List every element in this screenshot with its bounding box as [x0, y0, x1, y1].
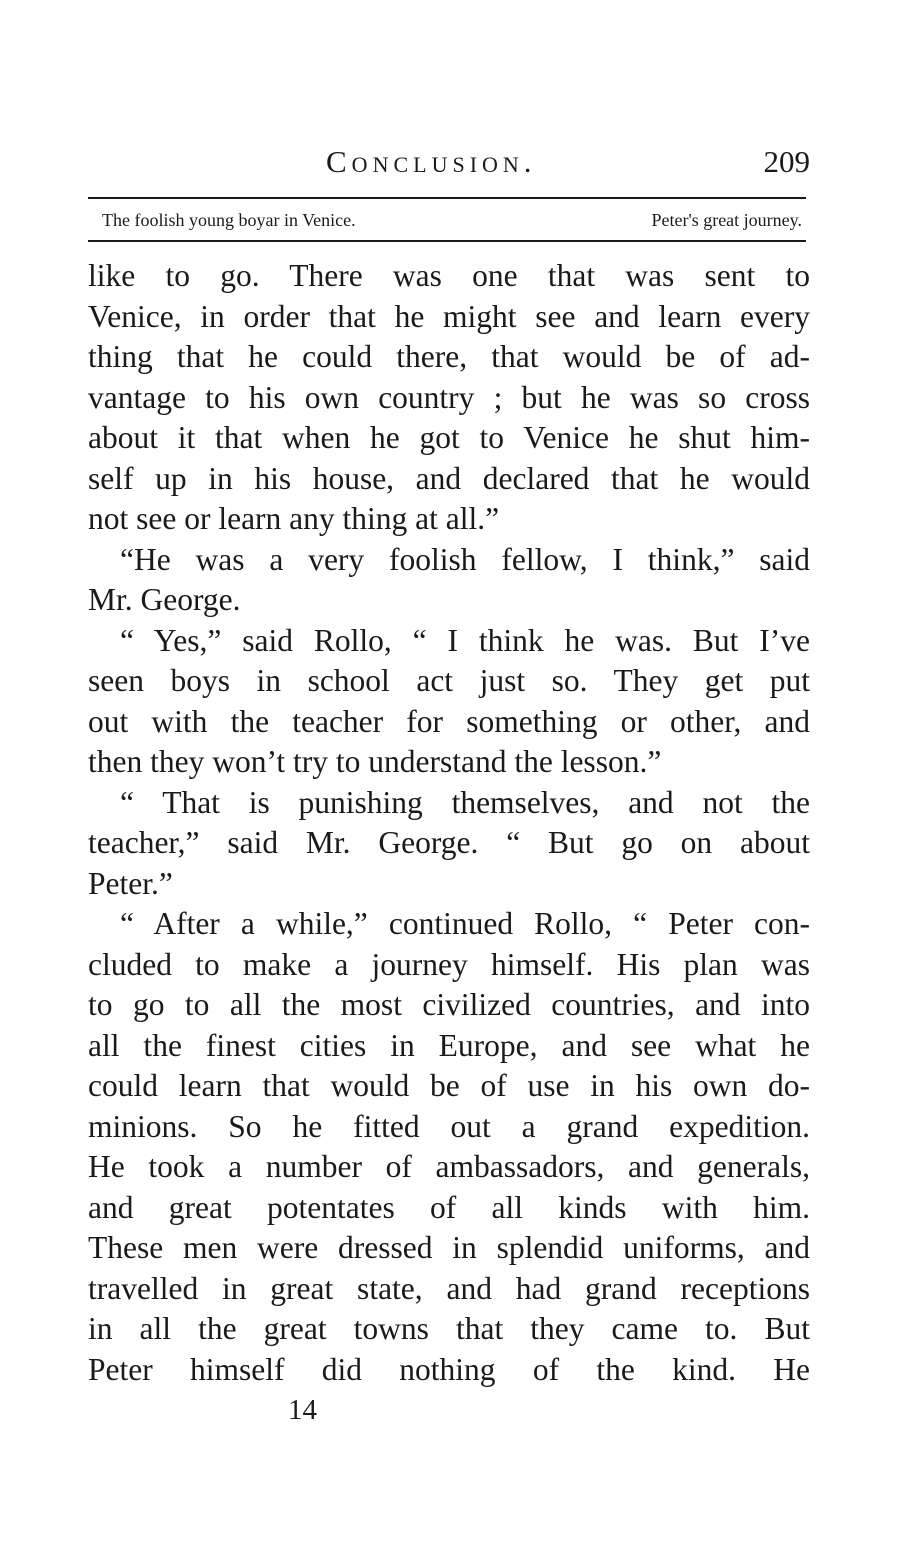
- text-line: vantage to his own country ; but he was so cross: [88, 379, 810, 415]
- subhead-left: The foolish young boyar in Venice.: [102, 210, 356, 230]
- text-line: teacher,” said Mr. George. “ But go on about: [88, 825, 810, 860]
- text-line: “ Yes,” said Rollo, “ I think he was. But I’ve: [120, 622, 810, 658]
- text-line: and great potentates of all kinds with him.: [88, 1189, 810, 1225]
- text-line: Peter.”: [88, 865, 173, 901]
- text-line: Venice, in order that he might see and learn every: [88, 298, 810, 334]
- text-line: cluded to make a journey himself. His plan was: [88, 946, 810, 982]
- section-title: Conclusion.: [326, 144, 537, 179]
- signature-mark: 14: [288, 1394, 317, 1426]
- text-line: self up in his house, and declared that he would: [88, 460, 810, 496]
- running-head: [88, 140, 810, 184]
- text-line: about it that when he got to Venice he shut him-: [88, 420, 810, 455]
- text-line: “ After a while,” continued Rollo, “ Peter con-: [120, 906, 810, 941]
- text-line: thing that he could there, that would be of ad-: [88, 339, 810, 374]
- text-line: Mr. George.: [88, 582, 241, 617]
- text-line: These men were dressed in splendid uniforms, and: [88, 1230, 810, 1265]
- text-line: Peter himself did nothing of the kind. He: [88, 1351, 810, 1387]
- text-line: not see or learn any thing at all.”: [88, 501, 500, 536]
- body-text: [88, 256, 810, 1390]
- text-line: seen boys in school act just so. They get put: [88, 663, 810, 698]
- text-line: in all the great towns that they came to. But: [88, 1311, 810, 1346]
- text-line: all the finest cities in Europe, and see what he: [88, 1027, 810, 1063]
- text-line: could learn that would be of use in his own do-: [88, 1068, 810, 1103]
- page-number: 209: [763, 144, 810, 179]
- header-rule-bottom: [88, 240, 806, 242]
- text-line: “ That is punishing themselves, and not the: [120, 784, 810, 820]
- text-line: travelled in great state, and had grand receptions: [88, 1270, 810, 1306]
- text-line: out with the teacher for something or other, and: [88, 703, 810, 739]
- text-line: like to go. There was one that was sent to: [88, 258, 810, 293]
- text-line: He took a number of ambassadors, and generals,: [88, 1149, 810, 1184]
- text-line: minions. So he fitted out a grand expedition.: [88, 1108, 810, 1144]
- subhead: [98, 206, 802, 234]
- text-line: to go to all the most civilized countries, and into: [88, 987, 810, 1022]
- header-rule-top: [88, 197, 806, 199]
- text-line: then they won’t try to understand the lesson.”: [88, 744, 662, 779]
- text-line: “He was a very foolish fellow, I think,” said: [120, 541, 810, 577]
- subhead-right: Peter's great journey.: [651, 210, 802, 230]
